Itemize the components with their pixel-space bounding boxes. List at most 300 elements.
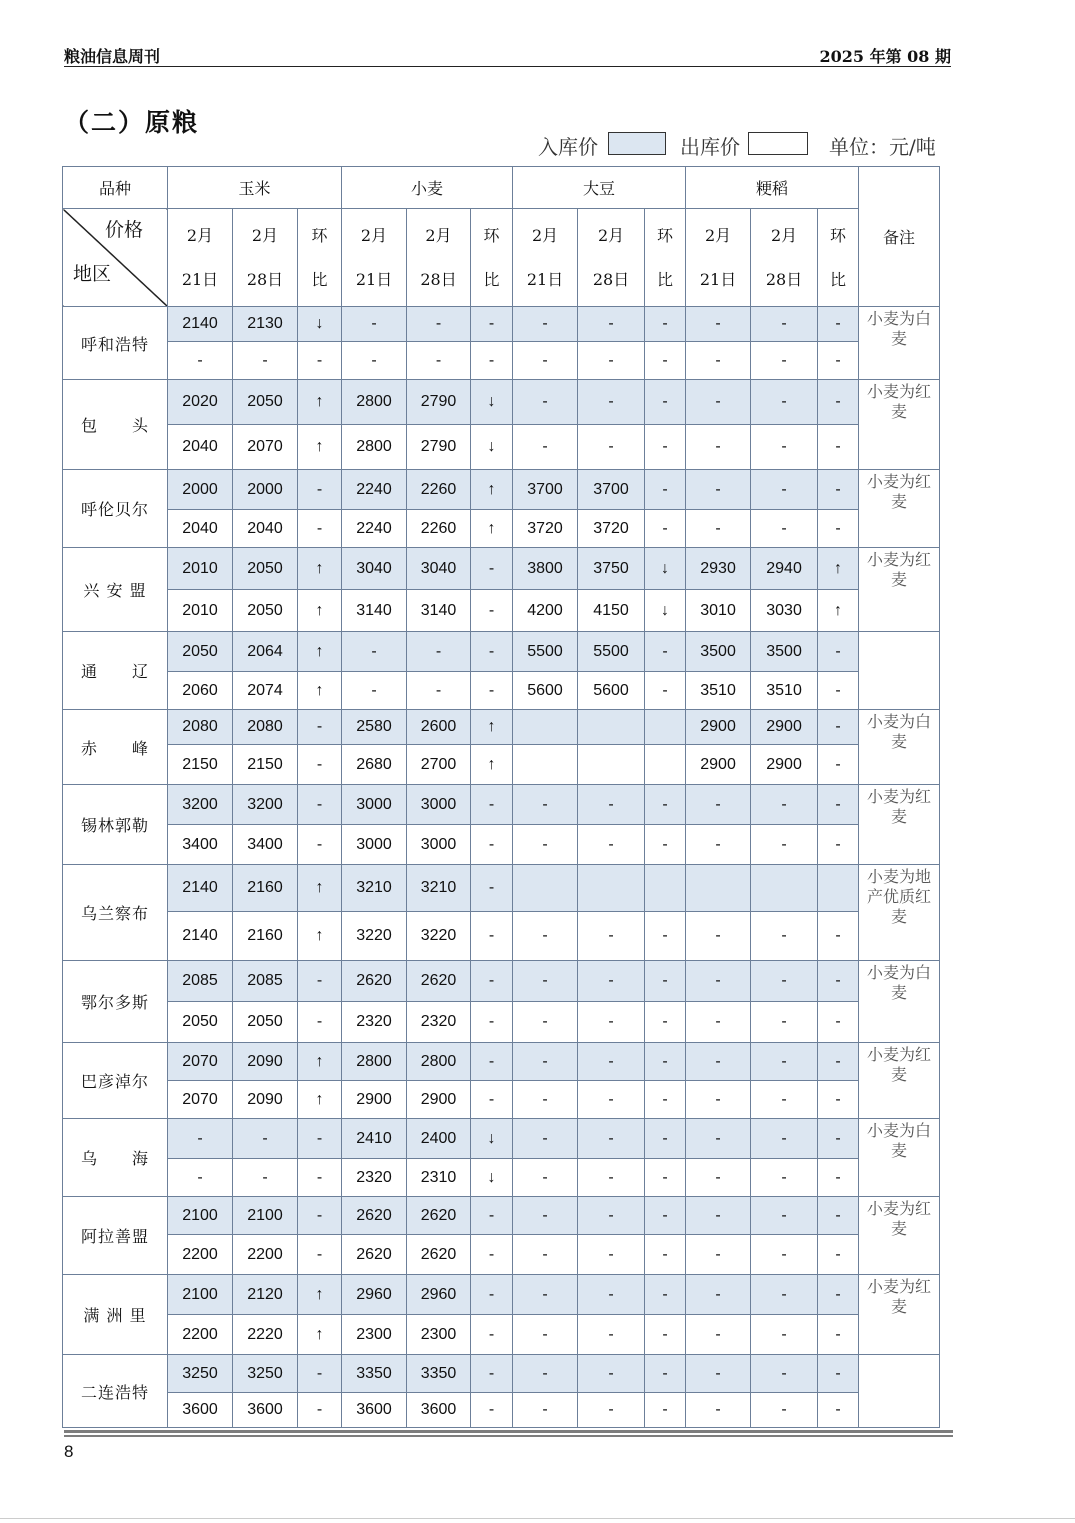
in-price-cell: ↑ [298,632,342,672]
corn-header: 玉米 [168,167,342,209]
out-price-cell: - [645,672,686,710]
remark-cell: 小麦为红麦 [859,1275,940,1355]
out-price-cell: - [471,1002,513,1043]
out-price-cell: - [645,425,686,470]
rice-date-feb28-header [751,209,818,307]
in-price-cell: - [513,1355,578,1393]
in-price-cell: - [818,1119,859,1159]
out-price-cell: ↑ [471,510,513,548]
in-price-cell: - [751,307,818,342]
in-price-cell: - [513,1197,578,1235]
region-name: 赤 峰 [63,710,168,785]
out-price-cell: - [645,825,686,865]
in-price-cell: ↓ [298,307,342,342]
out-price-cell: - [751,1159,818,1197]
in-price-cell: - [471,865,513,912]
remark-cell: 小麦为红麦 [859,380,940,470]
header-line: 比 [311,269,328,289]
in-price-cell: 2240 [342,470,407,510]
in-price-cell: 3700 [578,470,645,510]
table-row [63,470,940,510]
in-price-cell: ↑ [298,1275,342,1315]
out-price-cell [645,745,686,785]
header-rule [64,66,951,67]
header-line: 2月 [186,225,214,245]
in-price-cell: 3200 [168,785,233,825]
in-price-cell: - [751,1043,818,1081]
out-price-cell: - [513,1235,578,1275]
in-price-cell: 2080 [233,710,298,745]
out-price-cell: 2050 [168,1002,233,1043]
in-price-cell: - [686,307,751,342]
header-line: 2月 [531,225,559,245]
out-price-cell: - [513,425,578,470]
in-price-cell: - [645,1043,686,1081]
in-price-cell: - [686,470,751,510]
in-price-cell: - [471,1275,513,1315]
header-line: 28日 [420,269,457,289]
in-price-cell [686,865,751,912]
in-price-cell: 2120 [233,1275,298,1315]
in-price-cell: 3800 [513,548,578,590]
remark-cell: 小麦为红麦 [859,785,940,865]
out-price-cell: 2620 [407,1235,471,1275]
in-price-cell: - [513,785,578,825]
out-price-cell: 2050 [233,1002,298,1043]
in-price-cell: - [645,632,686,672]
in-price-cell: - [471,1355,513,1393]
out-price-cell: - [645,342,686,380]
out-price-cell: - [645,1081,686,1119]
in-price-cell: 2580 [342,710,407,745]
grain-price-table [62,166,940,1428]
header-line: 2月 [251,225,279,245]
out-price-cell: - [342,672,407,710]
in-price-cell: - [578,307,645,342]
out-price-cell [513,745,578,785]
remark-cell: 小麦为白麦 [859,710,940,785]
in-price-cell: - [298,785,342,825]
out-price-cell: 2900 [751,745,818,785]
in-price-cell: - [818,785,859,825]
in-price-cell: - [645,380,686,425]
out-price-cell: ↓ [471,425,513,470]
in-price-cell: 3500 [686,632,751,672]
out-price-cell: - [818,1315,859,1355]
out-price-cell: 3600 [407,1393,471,1428]
out-price-cell: 3000 [342,825,407,865]
out-price-cell: - [686,510,751,548]
unit-label: 单位：元/吨 [829,135,936,159]
in-price-cell: ↑ [298,380,342,425]
out-price-cell: 2220 [233,1315,298,1355]
table-row [63,672,940,710]
in-price-cell: - [818,1043,859,1081]
out-price-cell: - [686,1393,751,1428]
in-price-cell: 2100 [168,1197,233,1235]
header-line: 21日 [699,269,737,289]
in-price-cell: - [686,785,751,825]
in-price-cell: - [645,1119,686,1159]
in-price-cell: 2600 [407,710,471,745]
in-price-cell: - [471,1043,513,1081]
out-price-cell: 3140 [407,590,471,632]
out-price-cell: 2700 [407,745,471,785]
in-price-cell [578,710,645,745]
out-price-cell: - [686,1002,751,1043]
out-price-cell: - [578,1235,645,1275]
table-row [63,1315,940,1355]
in-price-cell: - [298,710,342,745]
in-price-cell: - [407,632,471,672]
remark-cell [859,632,940,710]
out-price-cell: - [471,342,513,380]
remarks-header: 备注 [859,167,940,307]
out-price-cell: 2040 [233,510,298,548]
out-price-cell: ↓ [645,590,686,632]
header-line: 21日 [355,269,393,289]
out-price-cell: 2320 [342,1159,407,1197]
out-price-cell: 5600 [513,672,578,710]
remark-cell: 小麦为白麦 [859,961,940,1043]
in-price-cell: - [751,785,818,825]
in-price-cell: ↑ [298,1043,342,1081]
out-price-cell: - [686,342,751,380]
header-line: 环 [657,225,674,245]
out-price-cell: ↑ [298,1315,342,1355]
table-row [63,1159,940,1197]
in-price-cell: - [686,1355,751,1393]
out-price-cell: - [578,342,645,380]
header-line: 环 [311,225,328,245]
remark-cell: 小麦为白麦 [859,307,940,380]
out-price-cell: - [818,342,859,380]
out-price-cell: - [471,912,513,961]
out-price-cell: 5600 [578,672,645,710]
out-price-cell: - [686,1315,751,1355]
in-price-cell: - [818,632,859,672]
out-price-cell: 2010 [168,590,233,632]
out-price-cell: - [751,425,818,470]
variety-header: 品种 [63,167,168,209]
in-price-cell: ↑ [471,710,513,745]
out-price-cell: 3510 [686,672,751,710]
table-row [63,1119,940,1159]
soybean-date-feb21-header [513,209,578,307]
in-price-cell: - [513,961,578,1002]
out-price-cell: - [818,825,859,865]
in-price-cell [513,865,578,912]
out-price-cell: - [298,1002,342,1043]
in-price-cell: 3350 [342,1355,407,1393]
out-price-cell: - [471,590,513,632]
in-price-cell: - [645,1275,686,1315]
header-line: 28日 [765,269,803,289]
wheat-change-header [471,209,513,307]
in-price-cell: 5500 [513,632,578,672]
in-price-cell: - [686,380,751,425]
in-price-cell: - [513,1043,578,1081]
out-price-cell: - [578,1393,645,1428]
in-price-cell: - [578,1197,645,1235]
out-price-cell: 2300 [407,1315,471,1355]
out-price-cell: - [407,342,471,380]
out-price-cell: - [513,825,578,865]
out-price-cell: - [513,912,578,961]
out-price-cell: 2040 [168,510,233,548]
out-price-cell: ↑ [298,672,342,710]
in-price-cell: - [645,785,686,825]
out-price-cell: - [578,425,645,470]
header-line: 28日 [592,269,630,289]
in-price-cell: - [471,961,513,1002]
in-price-cell: 2070 [168,1043,233,1081]
region-name: 乌兰察布 [63,865,168,961]
in-price-cell: 2000 [233,470,298,510]
issue-number: 2025 年第 08 期 [819,47,951,66]
out-price-cell: - [298,510,342,548]
out-price-cell: 2070 [168,1081,233,1119]
out-price-cell: ↑ [818,590,859,632]
out-price-cell: - [686,912,751,961]
in-price-cell: - [471,1197,513,1235]
in-price-cell: 3000 [342,785,407,825]
section-title: （二）原粮 [64,108,200,137]
in-price-cell [645,710,686,745]
in-price-cell [578,865,645,912]
out-price-cell: ↑ [298,590,342,632]
in-price-cell: - [818,1275,859,1315]
in-price-cell: - [471,307,513,342]
out-price-cell: 2680 [342,745,407,785]
out-price-cell: - [818,1393,859,1428]
out-price-cell: ↓ [471,1159,513,1197]
out-price-cell: 2790 [407,425,471,470]
in-price-cell: - [342,307,407,342]
in-price-cell: - [686,1119,751,1159]
out-price-cell: 3400 [233,825,298,865]
table-row [63,590,940,632]
out-price-cell: - [233,342,298,380]
in-price-cell: 2050 [233,548,298,590]
out-price-cell: 2900 [407,1081,471,1119]
out-price-cell: 2900 [686,745,751,785]
wheat-header: 小麦 [342,167,513,209]
out-price-swatch [748,132,808,155]
out-price-cell: - [686,1081,751,1119]
out-price-cell: - [686,1235,751,1275]
in-price-cell: 2260 [407,470,471,510]
in-price-cell: ↓ [645,548,686,590]
table-row [63,1355,940,1393]
in-price-cell: - [686,1275,751,1315]
out-price-cell: - [751,1393,818,1428]
out-price-cell: 2070 [233,425,298,470]
out-price-cell: - [513,342,578,380]
in-price-cell: 2100 [233,1197,298,1235]
in-price-cell: 3040 [342,548,407,590]
table-row [63,1043,940,1081]
out-price-cell: 3140 [342,590,407,632]
in-price-cell: ↑ [818,548,859,590]
out-price-cell: - [513,1002,578,1043]
in-price-cell: - [751,470,818,510]
in-price-cell: 3250 [233,1355,298,1393]
in-price-cell: 3750 [578,548,645,590]
in-price-cell: - [645,470,686,510]
out-price-cell: 3030 [751,590,818,632]
out-price-cell: - [818,1081,859,1119]
out-price-cell: - [578,1081,645,1119]
out-price-cell: - [686,425,751,470]
out-price-cell: 3010 [686,590,751,632]
out-price-cell: 3600 [342,1393,407,1428]
in-price-cell: 2620 [342,961,407,1002]
out-price-cell: 2140 [168,912,233,961]
out-price-cell: - [818,510,859,548]
out-price-cell: 3220 [342,912,407,961]
in-price-cell: - [471,785,513,825]
in-price-cell: 2140 [168,865,233,912]
region-name: 包 头 [63,380,168,470]
header-line: 21日 [526,269,564,289]
in-price-cell: 3210 [407,865,471,912]
out-price-cell: 2240 [342,510,407,548]
out-price-cell: 2200 [233,1235,298,1275]
in-price-cell: - [298,1119,342,1159]
header-line: 2月 [360,225,388,245]
out-price-cell: 2320 [407,1002,471,1043]
out-price-cell: ↑ [298,425,342,470]
in-price-cell: - [818,961,859,1002]
in-price-cell: 3250 [168,1355,233,1393]
in-price-cell: 3210 [342,865,407,912]
in-price-cell: - [471,632,513,672]
in-price-cell: 2900 [686,710,751,745]
out-price-cell: - [342,342,407,380]
in-price-cell: 5500 [578,632,645,672]
out-price-cell: 4200 [513,590,578,632]
out-price-cell: 2074 [233,672,298,710]
in-price-cell: - [751,1275,818,1315]
in-price-cell [645,865,686,912]
out-price-cell: - [407,672,471,710]
in-price-cell: - [751,1119,818,1159]
out-price-cell: - [471,825,513,865]
out-price-cell: 2050 [233,590,298,632]
out-price-cell: 2620 [342,1235,407,1275]
in-price-cell: - [818,1355,859,1393]
out-price-cell: 2060 [168,672,233,710]
table-row [63,1235,940,1275]
out-price-cell: 2310 [407,1159,471,1197]
out-price-cell: 2260 [407,510,471,548]
in-price-cell: - [513,307,578,342]
in-price-cell: 2085 [168,961,233,1002]
out-price-cell: 4150 [578,590,645,632]
in-price-cell: 2100 [168,1275,233,1315]
in-price-cell: 2800 [342,1043,407,1081]
header-line: 28日 [246,269,284,289]
remark-cell: 小麦为红麦 [859,470,940,548]
publication-title: 粮油信息周刊 [64,47,161,66]
in-price-cell: - [513,380,578,425]
corn-date-feb28-header [233,209,298,307]
out-price-cell: - [645,1393,686,1428]
in-price-cell [818,865,859,912]
in-price-cell: 2130 [233,307,298,342]
remark-cell: 小麦为白麦 [859,1119,940,1197]
out-price-cell: - [645,1002,686,1043]
out-price-cell: - [298,1159,342,1197]
in-price-cell: - [686,1043,751,1081]
soybean-change-header [645,209,686,307]
out-price-cell: 2090 [233,1081,298,1119]
out-price-cell: - [471,1235,513,1275]
in-price-cell: - [751,1355,818,1393]
out-price-cell: - [645,1315,686,1355]
in-price-cell: ↓ [471,380,513,425]
in-price-cell: 2620 [407,1197,471,1235]
out-price-cell: - [471,672,513,710]
region-name: 满 洲 里 [63,1275,168,1355]
out-price-cell: - [818,425,859,470]
table-row [63,710,940,745]
in-price-cell: - [298,961,342,1002]
header-line: 2月 [597,225,625,245]
out-price-cell: 2300 [342,1315,407,1355]
out-price-cell: - [751,1315,818,1355]
in-price-cell: - [298,1355,342,1393]
header-line: 环 [483,225,500,245]
in-price-cell: ↑ [471,470,513,510]
in-price-cell: 2050 [233,380,298,425]
header-line: 环 [830,225,847,245]
table-row [63,425,940,470]
in-price-cell: - [298,470,342,510]
region-name: 兴 安 盟 [63,548,168,632]
header-line: 2月 [770,225,798,245]
in-price-cell: - [298,1197,342,1235]
header-line: 2月 [425,225,452,245]
corn-change-header [298,209,342,307]
out-price-cell: 3510 [751,672,818,710]
out-price-cell: - [751,825,818,865]
table-row [63,865,940,912]
in-price-swatch [608,132,666,155]
in-price-cell: ↑ [298,548,342,590]
out-price-cell: - [818,1002,859,1043]
in-price-cell: - [818,307,859,342]
table-row [63,785,940,825]
table-row [63,342,940,380]
out-price-cell: 2320 [342,1002,407,1043]
out-price-cell: - [818,672,859,710]
in-price-cell: - [645,961,686,1002]
in-price-cell: 3500 [751,632,818,672]
out-price-cell: - [298,342,342,380]
in-price-cell: - [751,1197,818,1235]
in-price-cell: 2790 [407,380,471,425]
out-price-cell: - [168,342,233,380]
in-price-cell: - [578,1043,645,1081]
out-price-cell: - [578,1002,645,1043]
table-row [63,1393,940,1428]
in-price-cell: - [818,380,859,425]
out-price-cell: - [578,912,645,961]
out-price-cell: 3720 [513,510,578,548]
table-row [63,1275,940,1315]
